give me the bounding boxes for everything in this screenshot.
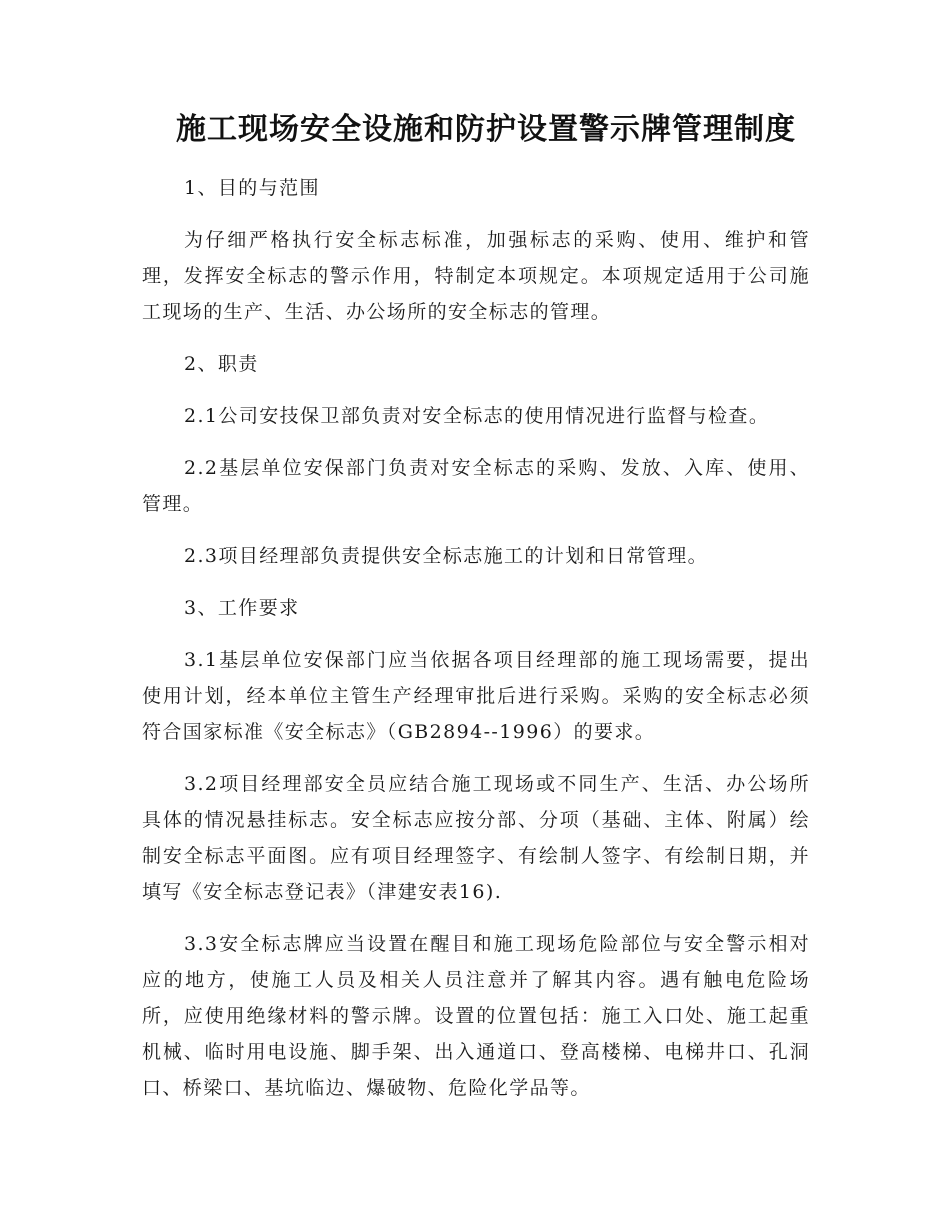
paragraph-2-1: 2.1公司安技保卫部负责对安全标志的使用情况进行监督与检查。 [184,405,770,427]
section-heading-requirements: 3、工作要求 [184,597,300,619]
document-title: 施工现场安全设施和防护设置警示牌管理制度 [176,112,796,147]
document-page [142,108,810,1106]
paragraph-3-3: 3.3安全标志牌应当设置在醒目和施工现场危险部位与安全警示相对应的地方，使施工人员及相关人员注意并了解其内容。遇有触电危险场所，应使用绝缘材料的警示牌。设置的位置包括：施工入口处、施工起重机械、临时用电设施、脚手架、出入通道口、登高楼梯、电梯井口、孔洞口、桥梁口、基坑临边、爆破物、危险化学品等。 [142,933,810,1099]
section-heading-purpose: 1、目的与范围 [184,177,320,199]
paragraph-2-2: 2.2基层单位安保部门负责对安全标志的采购、发放、入库、使用、管理。 [142,457,810,515]
paragraph-3-1: 3.1基层单位安保部门应当依据各项目经理部的施工现场需要，提出使用计划，经本单位主管生产经理审批后进行采购。采购的安全标志必须符合国家标准《安全标志》（GB2894--1996）的要求。 [142,649,810,743]
paragraph-2-3: 2.3项目经理部负责提供安全标志施工的计划和日常管理。 [184,545,709,567]
section-heading-responsibilities: 2、职责 [184,353,259,375]
paragraph-3-2: 3.2项目经理部安全员应结合施工现场或不同生产、生活、办公场所具体的情况悬挂标志。安全标志应按分部、分项（基础、主体、附属）绘制安全标志平面图。应有项目经理签字、有绘制人签字、有绘制日期，并填写《安全标志登记表》（津建安表16). [142,773,810,903]
paragraph-purpose-scope: 为仔细严格执行安全标志标准，加强标志的采购、使用、维护和管理，发挥安全标志的警示作用，特制定本项规定。本项规定适用于公司施工现场的生产、生活、办公场所的安全标志的管理。 [142,229,810,323]
